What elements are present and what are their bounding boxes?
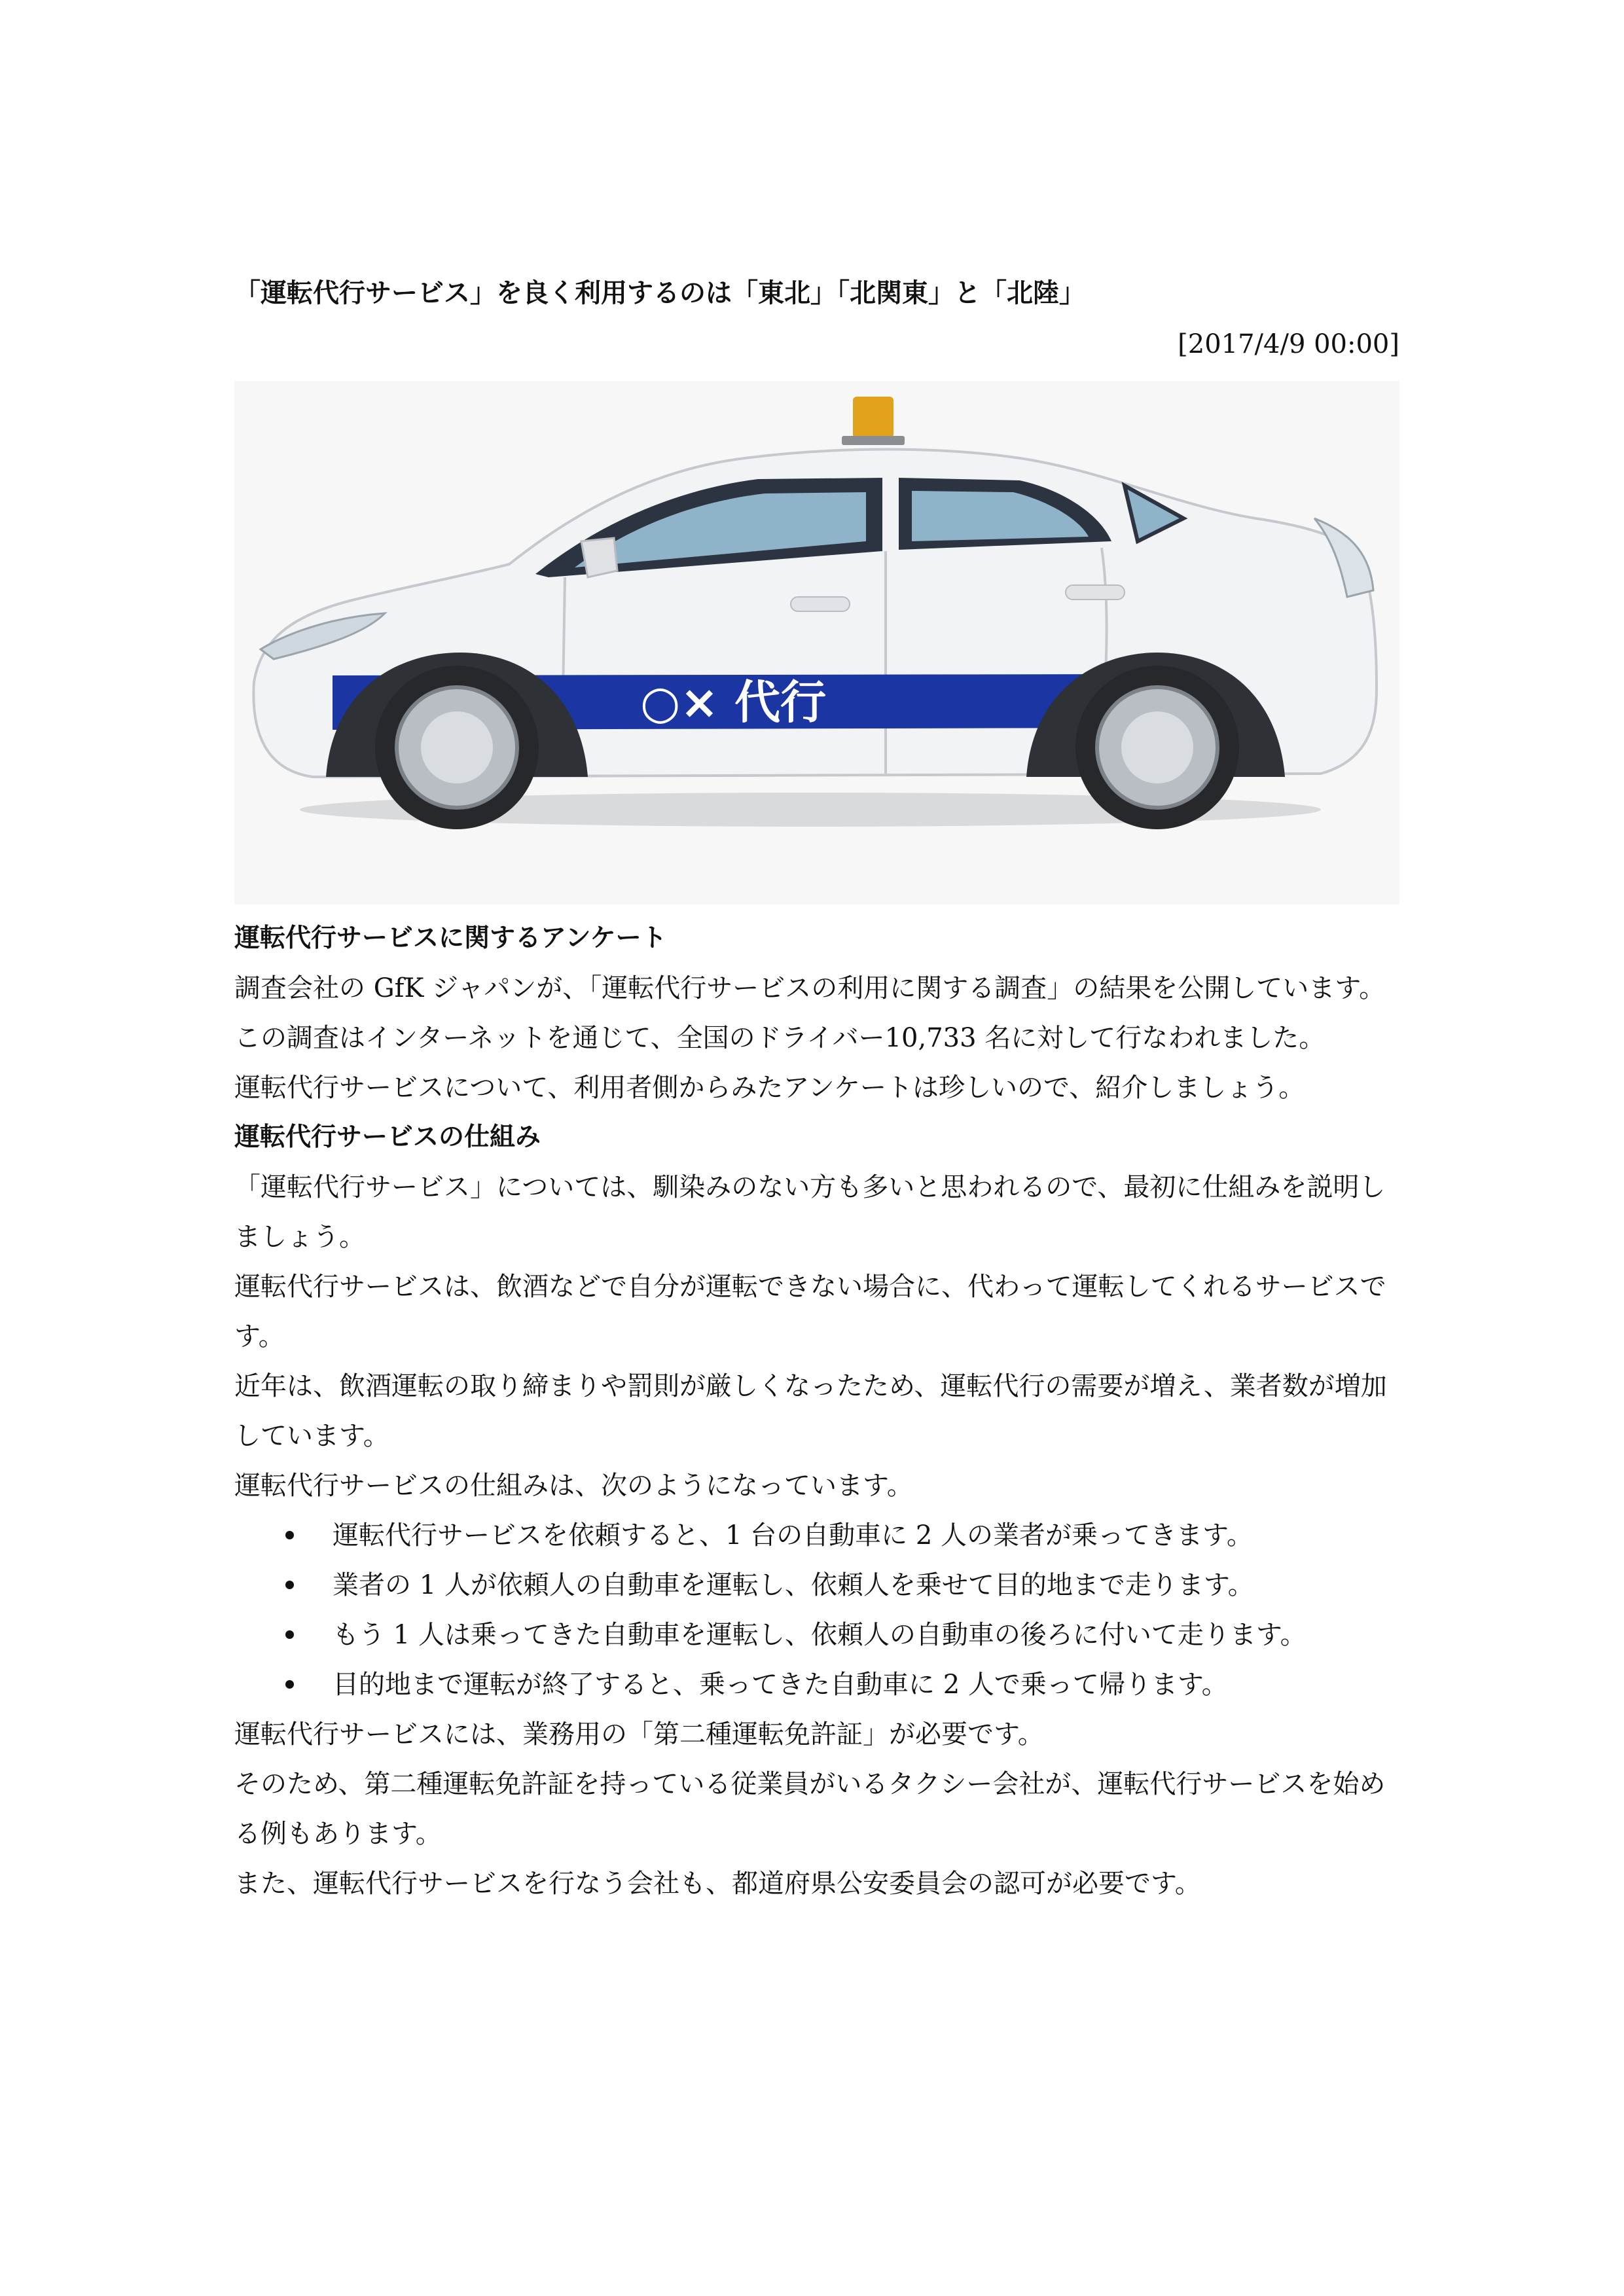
section-heading: 運転代行サービスの仕組み	[234, 1122, 541, 1152]
list-item	[234, 1511, 1399, 1560]
paragraph: 「運転代行サービス」については、馴染みのない方も多いと思われるので、最初に仕組みを説明しましょう。	[234, 1172, 1386, 1252]
list-item-text: もう 1 人は乗ってきた自動車を運転し、依頼人の自動車の後ろに付いて走ります。	[333, 1620, 1307, 1650]
paragraph: 調査会社の GfK ジャパンが、「運転代行サービスの利用に関する調査」の結果を公開しています。	[234, 973, 1386, 1003]
section-heading: 運転代行サービスに関するアンケート	[234, 924, 667, 953]
paragraph: 運転代行サービスについて、利用者側からみたアンケートは珍しいので、紹介しましょう。	[234, 1073, 1305, 1103]
paragraph: 運転代行サービスには、業務用の「第二種運転免許証」が必要です。	[234, 1719, 1044, 1749]
bullet-icon	[285, 1680, 294, 1689]
paragraph: そのため、第二種運転免許証を持っている従業員がいるタクシー会社が、運転代行サービスを始める例もあります。	[234, 1769, 1386, 1849]
bullet-icon	[285, 1630, 294, 1639]
list-item-text: 目的地まで運転が終了すると、乗ってきた自動車に 2 人で乗って帰ります。	[333, 1670, 1228, 1700]
list-item-text: 業者の 1 人が依頼人の自動車を運転し、依頼人を乗せて目的地まで走ります。	[333, 1570, 1254, 1600]
paragraph: 運転代行サービスは、飲酒などで自分が運転できない場合に、代わって運転してくれるサービスです。	[234, 1272, 1386, 1352]
car-illustration	[234, 381, 1399, 905]
list-item	[234, 1610, 1399, 1660]
mechanism-list	[234, 1511, 1399, 1710]
bullet-icon	[285, 1581, 294, 1589]
article-body	[234, 914, 1399, 1909]
paragraph: 運転代行サービスの仕組みは、次のようになっています。	[234, 1471, 913, 1501]
list-item	[234, 1660, 1399, 1710]
list-item-text: 運転代行サービスを依頼すると、1 台の自動車に 2 人の業者が乗ってきます。	[333, 1520, 1253, 1551]
article-date: [2017/4/9 00:00]	[1178, 329, 1399, 359]
paragraph: また、運転代行サービスを行なう会社も、都道府県公安委員会の認可が必要です。	[234, 1869, 1201, 1899]
bullet-icon	[285, 1531, 294, 1539]
car-door-text: ○× 代行	[640, 675, 827, 729]
paragraph: 近年は、飲酒運転の取り締まりや罰則が厳しくなったため、運転代行の需要が増え、業者数が増加しています。	[234, 1371, 1387, 1451]
article-title: 「運転代行サービス」を良く利用するのは「東北」「北関東」と「北陸」	[234, 278, 1085, 308]
list-item	[234, 1560, 1399, 1610]
paragraph: この調査はインターネットを通じて、全国のドライバー10,733 名に対して行なわれました。	[234, 1023, 1326, 1053]
